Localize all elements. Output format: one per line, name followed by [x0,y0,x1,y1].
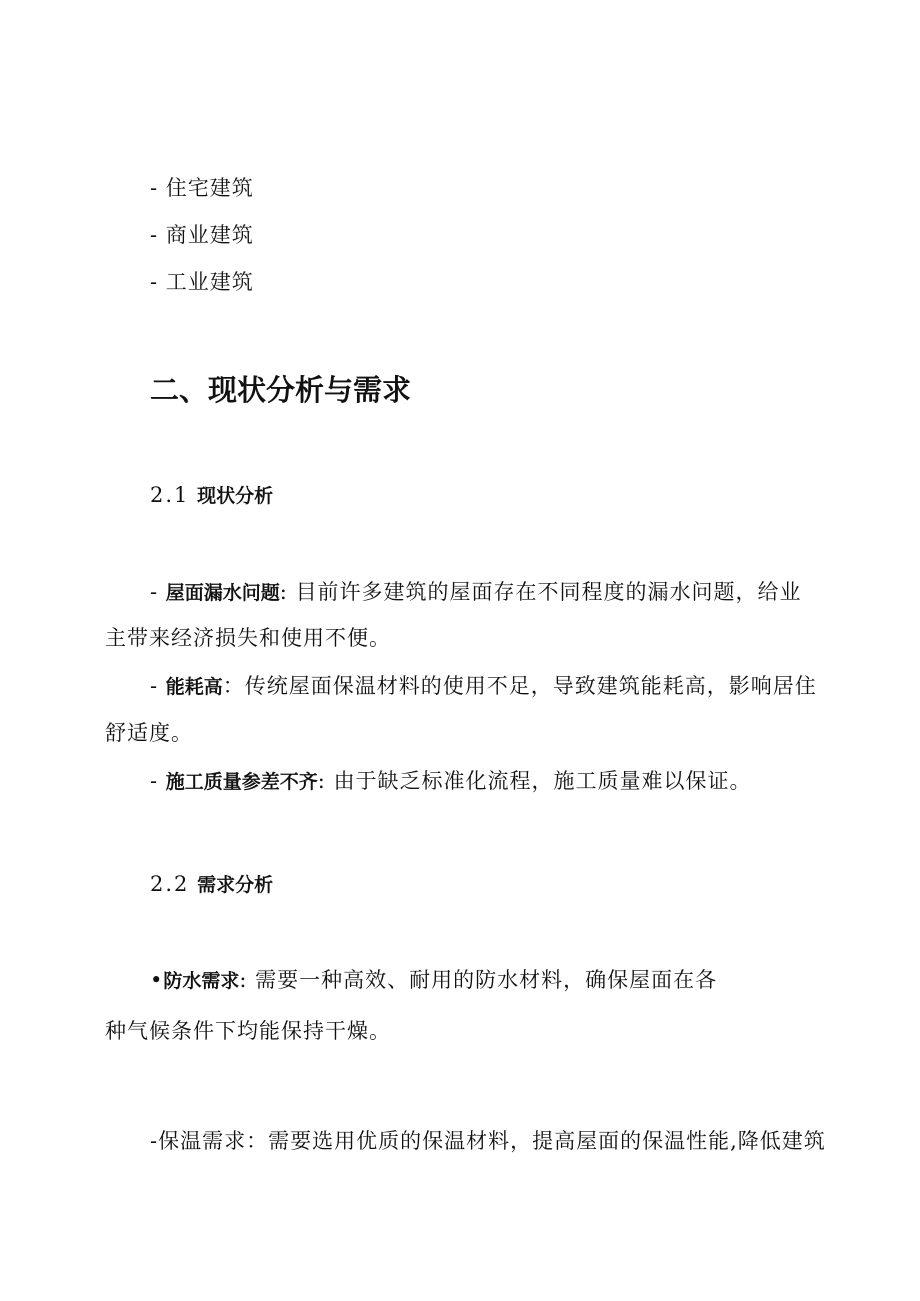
issue-high-energy-continuation: 舒适度。 [105,721,193,745]
subsection-2-1-heading [150,481,273,510]
item-text: 保温需求：需要选用优质的保温材料，提高屋面的保温性能,降低建筑 [158,1129,826,1153]
item-separator: : [239,968,256,992]
item-label: 能耗高 [165,676,223,698]
building-type-residential: - 住宅建筑 [150,176,254,200]
subsection-title: 需求分析 [197,874,274,896]
building-type-commercial: - 商业建筑 [150,223,254,247]
item-separator: ： [222,674,245,698]
need-waterproofing-continuation: 种气候条件下均能保持干燥。 [105,1019,391,1043]
bullet-dash: - [150,769,166,793]
bullet-dash: - [150,580,166,604]
need-waterproofing [150,966,717,995]
bullet-dot: • [150,968,164,992]
item-label: 防水需求 [163,970,240,992]
section-2-heading: 二、现状分析与需求 [150,373,412,407]
item-label: 施工质量参差不齐 [165,771,318,793]
item-separator: : [317,769,334,793]
building-type-industrial: - 工业建筑 [150,270,254,294]
issue-roof-leak-continuation: 主带来经济损失和使用不便。 [105,626,391,650]
need-insulation [150,1127,826,1155]
item-separator: : [279,580,296,604]
subsection-number: 2.2 [150,872,190,896]
issue-high-energy [150,672,817,701]
bullet-dash: - [150,1129,159,1153]
subsection-title: 现状分析 [197,485,274,507]
subsection-number: 2.1 [150,483,190,507]
item-text: 需要一种高效、耐用的防水材料，确保屋面在各 [255,968,718,992]
item-text: 由于缺乏标准化流程，施工质量难以保证。 [333,769,752,793]
item-text: 传统屋面保温材料的使用不足，导致建筑能耗高，影响居住 [244,674,817,698]
item-label: 屋面漏水问题 [165,582,280,604]
subsection-2-2-heading [150,870,273,899]
bullet-dash: - [150,674,166,698]
item-text: 目前许多建筑的屋面存在不同程度的漏水问题，给业 [295,580,802,604]
issue-construction-quality [150,767,752,796]
issue-roof-leak [150,578,802,607]
